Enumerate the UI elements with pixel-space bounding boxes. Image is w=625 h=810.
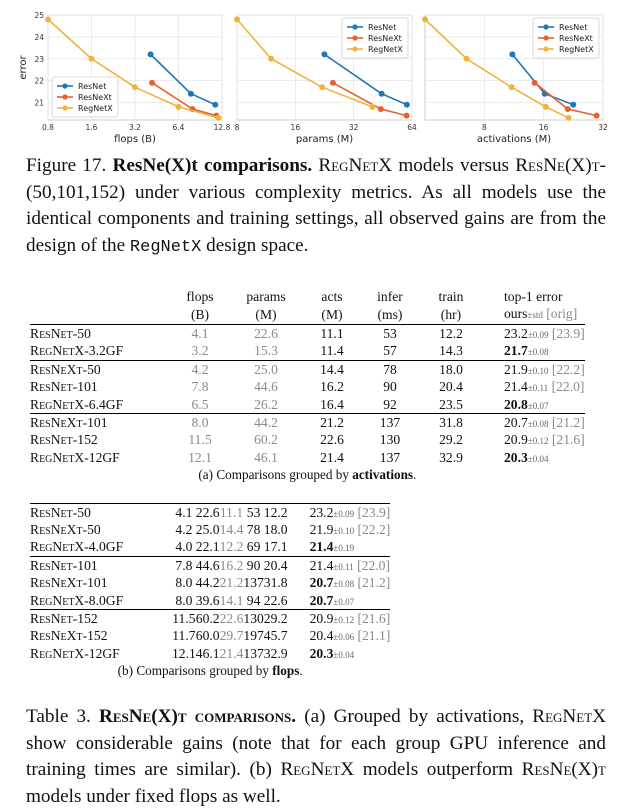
error-cell: 23.2±0.09 [23.9] xyxy=(288,504,391,522)
params-cell: 46.1 xyxy=(254,449,278,465)
x-tick-label: 32 xyxy=(598,123,608,132)
table-row xyxy=(30,379,585,396)
table-a-header xyxy=(30,288,585,325)
model-name: RegNetX-8.0GF xyxy=(30,592,124,608)
table-row xyxy=(30,396,585,414)
train-cell: 14.3 xyxy=(439,343,463,359)
table-a-body xyxy=(30,325,585,467)
x-tick-label: 32 xyxy=(348,123,359,132)
data-point-resnet xyxy=(379,91,385,97)
acts-cell: 14.1 xyxy=(219,592,244,608)
infer-cell: 57 xyxy=(383,343,397,359)
table-row xyxy=(30,361,585,379)
chart-panel-3 xyxy=(422,15,608,145)
col-header: flops xyxy=(186,289,214,305)
model-name: ResNeXt-101 xyxy=(30,575,108,591)
table-row xyxy=(30,592,390,610)
flops-cell: 7.8 xyxy=(172,557,196,575)
x-tick-label: 6.4 xyxy=(172,123,185,132)
table-b-body xyxy=(30,504,390,663)
data-point-regnetx xyxy=(369,104,375,110)
error-cell: 20.3±0.04 xyxy=(309,645,355,661)
acts-cell: 11.1 xyxy=(219,504,244,520)
data-point-regnetx xyxy=(464,56,470,62)
legend xyxy=(52,77,118,117)
legend xyxy=(533,18,599,58)
infer-cell: 197 xyxy=(243,628,264,644)
model-name: ResNeXt-152 xyxy=(30,628,108,644)
legend xyxy=(342,18,408,58)
data-point-resnext xyxy=(330,80,336,86)
data-point-resnext xyxy=(532,80,538,86)
legend-label: RegNetX xyxy=(78,104,113,113)
y-tick-label: 25 xyxy=(34,11,44,20)
model-name: RegNetX-6.4GF xyxy=(30,396,124,412)
params-cell: 44.6 xyxy=(254,379,278,395)
flops-cell: 8.0 xyxy=(172,414,228,432)
x-tick-label: 8 xyxy=(481,123,487,132)
model-name: ResNet-50 xyxy=(30,325,172,343)
error-cell: 20.9±0.12 [21.6] xyxy=(504,432,585,448)
infer-cell: 94 xyxy=(246,592,261,608)
error-cell: 21.4±0.11 [22.0] xyxy=(288,557,391,575)
flops-cell: 12.1 xyxy=(188,449,212,465)
error-cell: 20.7±0.07 xyxy=(309,592,355,608)
data-point-regnetx xyxy=(215,115,221,121)
acts-cell: 29.7 xyxy=(219,628,244,644)
params-cell: 22.6 xyxy=(195,504,220,520)
table-row xyxy=(30,539,390,557)
data-point-regnetx xyxy=(422,16,428,22)
error-cell: 23.2±0.09 [23.9] xyxy=(482,325,585,343)
legend-label: ResNeXt xyxy=(368,34,402,43)
data-point-regnetx xyxy=(566,115,572,121)
x-tick-label: 16 xyxy=(538,123,549,132)
train-cell: 12.2 xyxy=(420,325,482,343)
x-axis-label: params (M) xyxy=(295,134,354,145)
model-name: ResNeXt-50 xyxy=(30,522,101,538)
train-cell: 20.4 xyxy=(439,379,463,395)
figure-caption: Figure 17. ResNe(X)t comparisons. RegNetX models versus ResNe(X)t-(50,101,152) under various complexity metrics. As all models use the identical components and training settings, all observed gains are from the design of the RegNetX design space. xyxy=(26,155,606,257)
legend-marker xyxy=(62,94,67,99)
legend-marker xyxy=(62,83,67,88)
model-name: ResNet-152 xyxy=(30,432,98,448)
infer-cell: 137 xyxy=(243,645,264,661)
params-cell: 15.3 xyxy=(254,343,278,359)
infer-cell: 130 xyxy=(243,611,264,627)
comparison-charts xyxy=(0,0,625,150)
infer-cell: 53 xyxy=(360,325,420,343)
flops-cell: 3.2 xyxy=(191,343,209,359)
y-axis-label: error xyxy=(18,55,29,80)
params-cell: 60.0 xyxy=(195,628,220,644)
train-cell: 32.9 xyxy=(439,449,463,465)
legend-label: RegNetX xyxy=(559,45,594,54)
data-point-regnetx xyxy=(509,84,515,90)
col-unit: ours±std [orig] xyxy=(504,306,578,322)
acts-cell: 14.4 xyxy=(304,361,360,379)
acts-cell: 21.4 xyxy=(320,449,344,465)
data-point-regnetx xyxy=(45,16,51,22)
legend-label: ResNet xyxy=(559,23,588,32)
data-point-regnetx xyxy=(89,56,95,62)
error-cell: 20.9±0.12 [21.6] xyxy=(288,610,391,628)
error-cell: 20.7±0.08 [21.2] xyxy=(482,414,585,432)
acts-cell: 11.4 xyxy=(320,343,344,359)
params-cell: 25.0 xyxy=(228,361,304,379)
table-row xyxy=(30,557,390,575)
x-tick-label: 16 xyxy=(290,123,301,132)
table-row xyxy=(30,432,585,449)
params-cell: 60.2 xyxy=(254,432,278,448)
y-tick-label: 23 xyxy=(34,54,44,64)
table-row xyxy=(30,325,585,343)
header-row xyxy=(30,305,585,325)
data-point-resnet xyxy=(321,51,327,57)
data-point-resnet xyxy=(212,102,218,108)
model-name: ResNeXt-101 xyxy=(30,414,172,432)
table-row xyxy=(30,628,390,645)
params-cell: 22.6 xyxy=(228,325,304,343)
flops-cell: 4.0 xyxy=(175,539,193,555)
params-cell: 25.0 xyxy=(195,522,220,538)
model-name: ResNet-152 xyxy=(30,610,172,628)
x-tick-label: 3.2 xyxy=(129,123,141,132)
table-b-caption: (b) Comparisons grouped by flops. xyxy=(117,663,303,679)
data-point-resnet xyxy=(570,102,576,108)
params-cell: 39.6 xyxy=(195,592,220,608)
flops-cell: 11.7 xyxy=(172,628,196,644)
legend-label: ResNeXt xyxy=(78,93,112,102)
infer-cell: 78 xyxy=(360,361,420,379)
col-unit: (hr) xyxy=(440,307,462,323)
infer-cell: 130 xyxy=(379,432,401,448)
train-cell: 45.7 xyxy=(263,628,288,644)
train-cell: 12.2 xyxy=(263,504,288,520)
legend-label: ResNeXt xyxy=(559,34,593,43)
infer-cell: 90 xyxy=(243,557,263,575)
model-name: RegNetX-12GF xyxy=(30,449,120,465)
chart-panel-1 xyxy=(18,11,231,145)
params-cell: 44.2 xyxy=(195,575,220,591)
infer-cell: 78 xyxy=(246,522,261,538)
model-name: RegNetX-12GF xyxy=(30,645,120,661)
infer-cell: 92 xyxy=(383,396,397,412)
flops-cell: 4.1 xyxy=(172,504,196,522)
error-cell: 20.4±0.06 [21.1] xyxy=(309,628,391,644)
col-unit: (M) xyxy=(255,307,277,323)
x-axis-label: flops (B) xyxy=(114,134,156,145)
legend-marker xyxy=(352,46,357,51)
y-tick-label: 22 xyxy=(34,76,44,86)
flops-cell: 7.8 xyxy=(191,379,209,395)
flops-cell: 4.2 xyxy=(175,522,193,538)
table-row xyxy=(30,645,390,662)
data-point-resnext xyxy=(404,113,410,119)
data-point-regnetx xyxy=(176,104,182,110)
acts-cell: 21.2 xyxy=(304,414,360,432)
col-header: train xyxy=(438,289,464,305)
data-point-resnet xyxy=(148,51,154,57)
legend-label: ResNet xyxy=(78,82,107,91)
x-axis-label: activations (M) xyxy=(476,134,552,145)
train-cell: 17.1 xyxy=(263,539,288,555)
col-unit: (B) xyxy=(190,307,210,323)
train-cell: 23.5 xyxy=(439,396,463,412)
legend-label: ResNet xyxy=(368,23,397,32)
legend-marker xyxy=(62,105,67,110)
y-tick-label: 21 xyxy=(34,98,44,108)
data-point-regnetx xyxy=(268,56,274,62)
acts-cell: 12.2 xyxy=(219,539,244,555)
infer-cell: 137 xyxy=(360,414,420,432)
table-row xyxy=(30,414,585,432)
error-cell: 21.4±0.11 [22.0] xyxy=(504,379,585,395)
header-row xyxy=(30,288,585,305)
train-cell: 18.0 xyxy=(420,361,482,379)
train-cell: 29.2 xyxy=(263,611,288,627)
error-cell: 20.7±0.08 [21.2] xyxy=(309,575,391,591)
flops-cell: 4.1 xyxy=(172,325,228,343)
acts-cell: 21.4 xyxy=(219,645,244,661)
data-point-resnet xyxy=(404,102,410,108)
model-name: ResNet-50 xyxy=(30,504,172,522)
col-unit: (M) xyxy=(321,307,343,323)
legend-marker xyxy=(543,46,548,51)
table-b xyxy=(30,503,390,680)
train-cell: 31.8 xyxy=(263,575,288,591)
table-a xyxy=(30,288,585,484)
legend-marker xyxy=(352,35,357,40)
x-tick-label: 64 xyxy=(407,123,417,132)
table-row xyxy=(30,449,585,466)
table-caption: Table 3. ResNe(X)t comparisons. (a) Grouped by activations, RegNetX show considerable gains (note that for each group GPU inference and training times are similar). (b) RegNetX models outperform ResNe(X)t models under fixed flops as well. xyxy=(26,706,606,807)
table-row xyxy=(30,575,390,592)
chart-panel-2 xyxy=(234,15,417,145)
flops-cell: 12.1 xyxy=(172,645,196,661)
x-tick-label: 0.8 xyxy=(42,123,54,132)
train-cell: 20.4 xyxy=(263,557,288,573)
legend-marker xyxy=(543,35,548,40)
acts-cell: 16.2 xyxy=(219,557,244,573)
params-cell: 22.1 xyxy=(195,539,220,555)
acts-cell: 14.4 xyxy=(219,522,244,538)
acts-cell: 16.2 xyxy=(320,379,344,395)
error-cell: 21.7±0.08 xyxy=(504,343,549,359)
infer-cell: 69 xyxy=(246,539,261,555)
x-tick-label: 12.8 xyxy=(213,123,231,132)
flops-cell: 11.5 xyxy=(188,432,212,448)
train-cell: 18.0 xyxy=(263,522,288,538)
infer-cell: 137 xyxy=(379,449,401,465)
params-cell: 44.2 xyxy=(228,414,304,432)
error-cell: 20.3±0.04 xyxy=(504,449,549,465)
flops-cell: 4.2 xyxy=(172,361,228,379)
params-cell: 44.6 xyxy=(195,557,220,573)
col-header: infer xyxy=(377,289,403,305)
params-cell: 60.2 xyxy=(195,611,220,627)
train-cell: 31.8 xyxy=(420,414,482,432)
train-cell: 22.6 xyxy=(263,592,288,608)
infer-cell: 137 xyxy=(243,575,264,591)
model-name: ResNeXt-50 xyxy=(30,361,172,379)
data-point-regnetx xyxy=(132,84,138,90)
data-point-regnetx xyxy=(319,84,325,90)
y-tick-label: 24 xyxy=(34,32,44,42)
train-cell: 29.2 xyxy=(439,432,463,448)
col-header: top-1 error xyxy=(504,289,563,305)
flops-cell: 11.5 xyxy=(172,611,196,627)
flops-cell: 6.5 xyxy=(191,396,209,412)
acts-cell: 11.1 xyxy=(304,325,360,343)
flops-cell: 8.0 xyxy=(175,575,193,591)
table-row xyxy=(30,610,390,628)
legend-label: RegNetX xyxy=(368,45,403,54)
infer-cell: 90 xyxy=(383,379,397,395)
data-point-resnext xyxy=(149,80,155,86)
error-cell: 21.4±0.19 xyxy=(309,539,355,555)
col-unit: (ms) xyxy=(377,307,403,323)
acts-cell: 22.6 xyxy=(320,432,344,448)
params-cell: 26.2 xyxy=(254,396,278,412)
x-tick-label: 8 xyxy=(234,123,240,132)
train-cell: 32.9 xyxy=(263,645,288,661)
model-name: RegNetX-3.2GF xyxy=(30,343,124,359)
data-point-resnext xyxy=(378,106,384,112)
data-point-resnet xyxy=(188,91,194,97)
acts-cell: 22.6 xyxy=(219,611,244,627)
table-a-caption: (a) Comparisons grouped by activations. xyxy=(198,467,417,483)
params-cell: 46.1 xyxy=(195,645,220,661)
data-point-resnet xyxy=(509,51,515,57)
x-tick-label: 1.6 xyxy=(85,123,98,132)
col-header: acts xyxy=(321,289,343,305)
table-row xyxy=(30,343,585,361)
table-row xyxy=(30,504,390,522)
data-point-regnetx xyxy=(543,104,549,110)
model-name: ResNet-101 xyxy=(30,557,172,575)
data-point-resnext xyxy=(594,113,600,119)
data-point-resnext xyxy=(565,106,571,112)
acts-cell: 16.4 xyxy=(320,396,344,412)
model-name: RegNetX-4.0GF xyxy=(30,539,124,555)
acts-cell: 21.2 xyxy=(219,575,244,591)
error-cell: 20.8±0.07 xyxy=(504,396,549,412)
col-header: params xyxy=(246,289,286,305)
data-point-regnetx xyxy=(234,16,240,22)
infer-cell: 53 xyxy=(243,504,263,522)
error-cell: 21.9±0.10 [22.2] xyxy=(309,522,391,538)
model-name: ResNet-101 xyxy=(30,379,98,395)
error-cell: 21.9±0.10 [22.2] xyxy=(482,361,585,379)
table-row xyxy=(30,521,390,538)
legend-marker xyxy=(352,24,357,29)
flops-cell: 8.0 xyxy=(175,592,193,608)
legend-marker xyxy=(543,24,548,29)
